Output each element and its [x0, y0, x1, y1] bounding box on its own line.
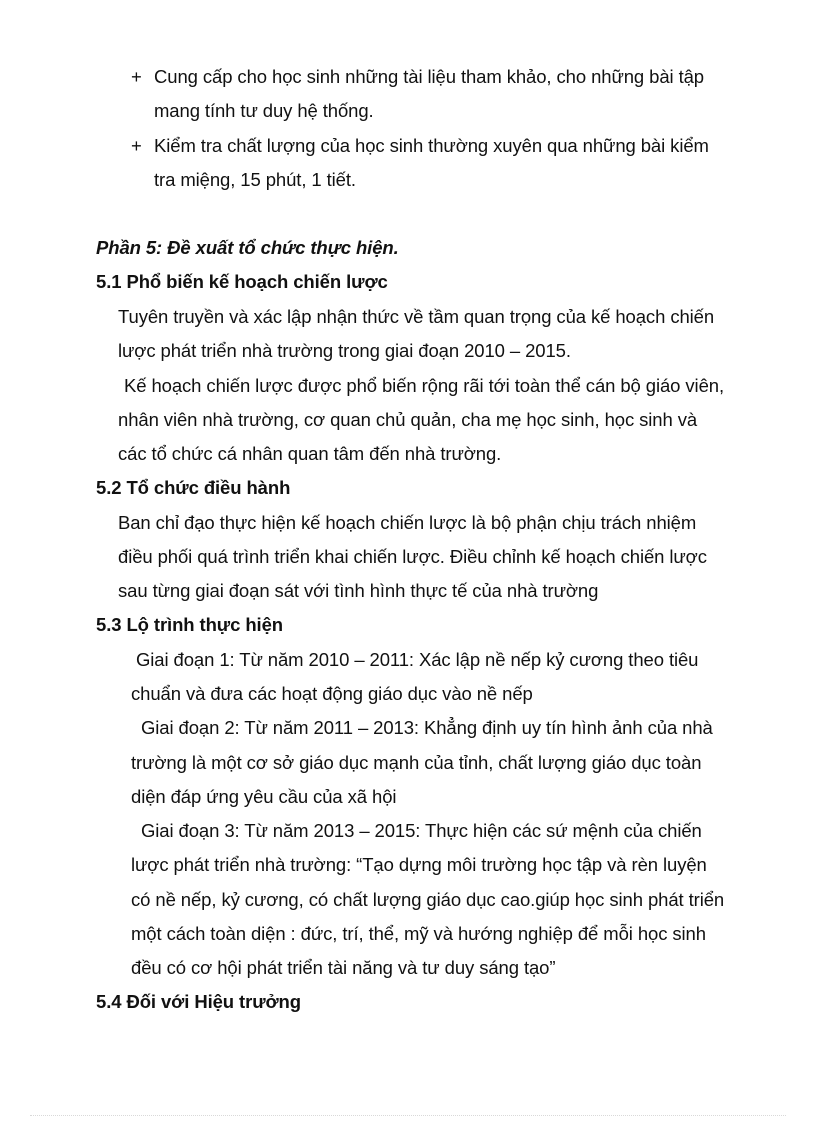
paragraph-line: nhân viên nhà trường, cơ quan chủ quản, cha mẹ học sinh, học sinh và	[118, 409, 698, 430]
paragraph-line: điều phối quá trình triển khai chiến lược. Điều chỉnh kế hoạch chiến lược	[118, 546, 707, 567]
paragraph-line: chuẩn và đưa các hoạt động giáo dục vào nề nếp	[131, 683, 533, 704]
bullet-marker: +	[131, 135, 142, 156]
bullet-text-line: Cung cấp cho học sinh những tài liệu tham khảo, cho những bài tập	[154, 66, 705, 87]
bullet-marker: +	[131, 66, 142, 87]
part-heading: Phần 5: Đề xuất tổ chức thực hiện.	[96, 237, 399, 258]
paragraph-line: Giai đoạn 3: Từ năm 2013 – 2015: Thực hiện các sứ mệnh của chiến	[141, 820, 702, 841]
paragraph-line: sau từng giai đoạn sát với tình hình thực tế của nhà trường	[118, 580, 599, 601]
paragraph-line: một cách toàn diện : đức, trí, thể, mỹ và hướng nghiệp để mỗi học sinh	[131, 923, 706, 944]
paragraph-line: có nề nếp, kỷ cương, có chất lượng giáo dục cao.giúp học sinh phát triển	[131, 889, 725, 910]
bullet-text-line: Kiểm tra chất lượng của học sinh thường xuyên qua những bài kiểm	[154, 135, 709, 156]
bullet-text-line: mang tính tư duy hệ thống.	[154, 100, 374, 121]
paragraph-line: đều có cơ hội phát triển tài năng và tư duy sáng tạo”	[131, 957, 556, 978]
section-heading: 5.2 Tổ chức điều hành	[96, 477, 291, 498]
paragraph-line: Kế hoạch chiến lược được phổ biến rộng rãi tới toàn thể cán bộ giáo viên,	[124, 375, 724, 396]
paragraph-line: Giai đoạn 2: Từ năm 2011 – 2013: Khẳng định uy tín hình ảnh của nhà	[141, 717, 713, 738]
paragraph-line: Giai đoạn 1: Từ năm 2010 – 2011: Xác lập nề nếp kỷ cương theo tiêu	[136, 649, 699, 670]
section-heading: 5.1 Phổ biến kế hoạch chiến lược	[96, 271, 388, 292]
paragraph-line: trường là một cơ sở giáo dục mạnh của tỉnh, chất lượng giáo dục toàn	[131, 752, 702, 773]
paragraph-line: diện đáp ứng yêu cầu của xã hội	[131, 786, 397, 807]
section-heading: 5.3 Lộ trình thực hiện	[96, 614, 283, 635]
section-heading: 5.4 Đối với Hiệu trưởng	[96, 991, 301, 1012]
paragraph-line: Tuyên truyền và xác lập nhận thức về tầm quan trọng của kế hoạch chiến	[118, 306, 715, 327]
paragraph-line: lược phát triển nhà trường: “Tạo dựng môi trường học tập và rèn luyện	[131, 854, 707, 875]
paragraph-line: Ban chỉ đạo thực hiện kế hoạch chiến lược là bộ phận chịu trách nhiệm	[118, 512, 697, 533]
paragraph-line: các tổ chức cá nhân quan tâm đến nhà trường.	[118, 443, 502, 464]
bullet-text-line: tra miệng, 15 phút, 1 tiết.	[154, 169, 356, 190]
page-bottom-rule	[30, 1115, 786, 1116]
paragraph-line: lược phát triển nhà trường trong giai đoạn 2010 – 2015.	[118, 340, 571, 361]
